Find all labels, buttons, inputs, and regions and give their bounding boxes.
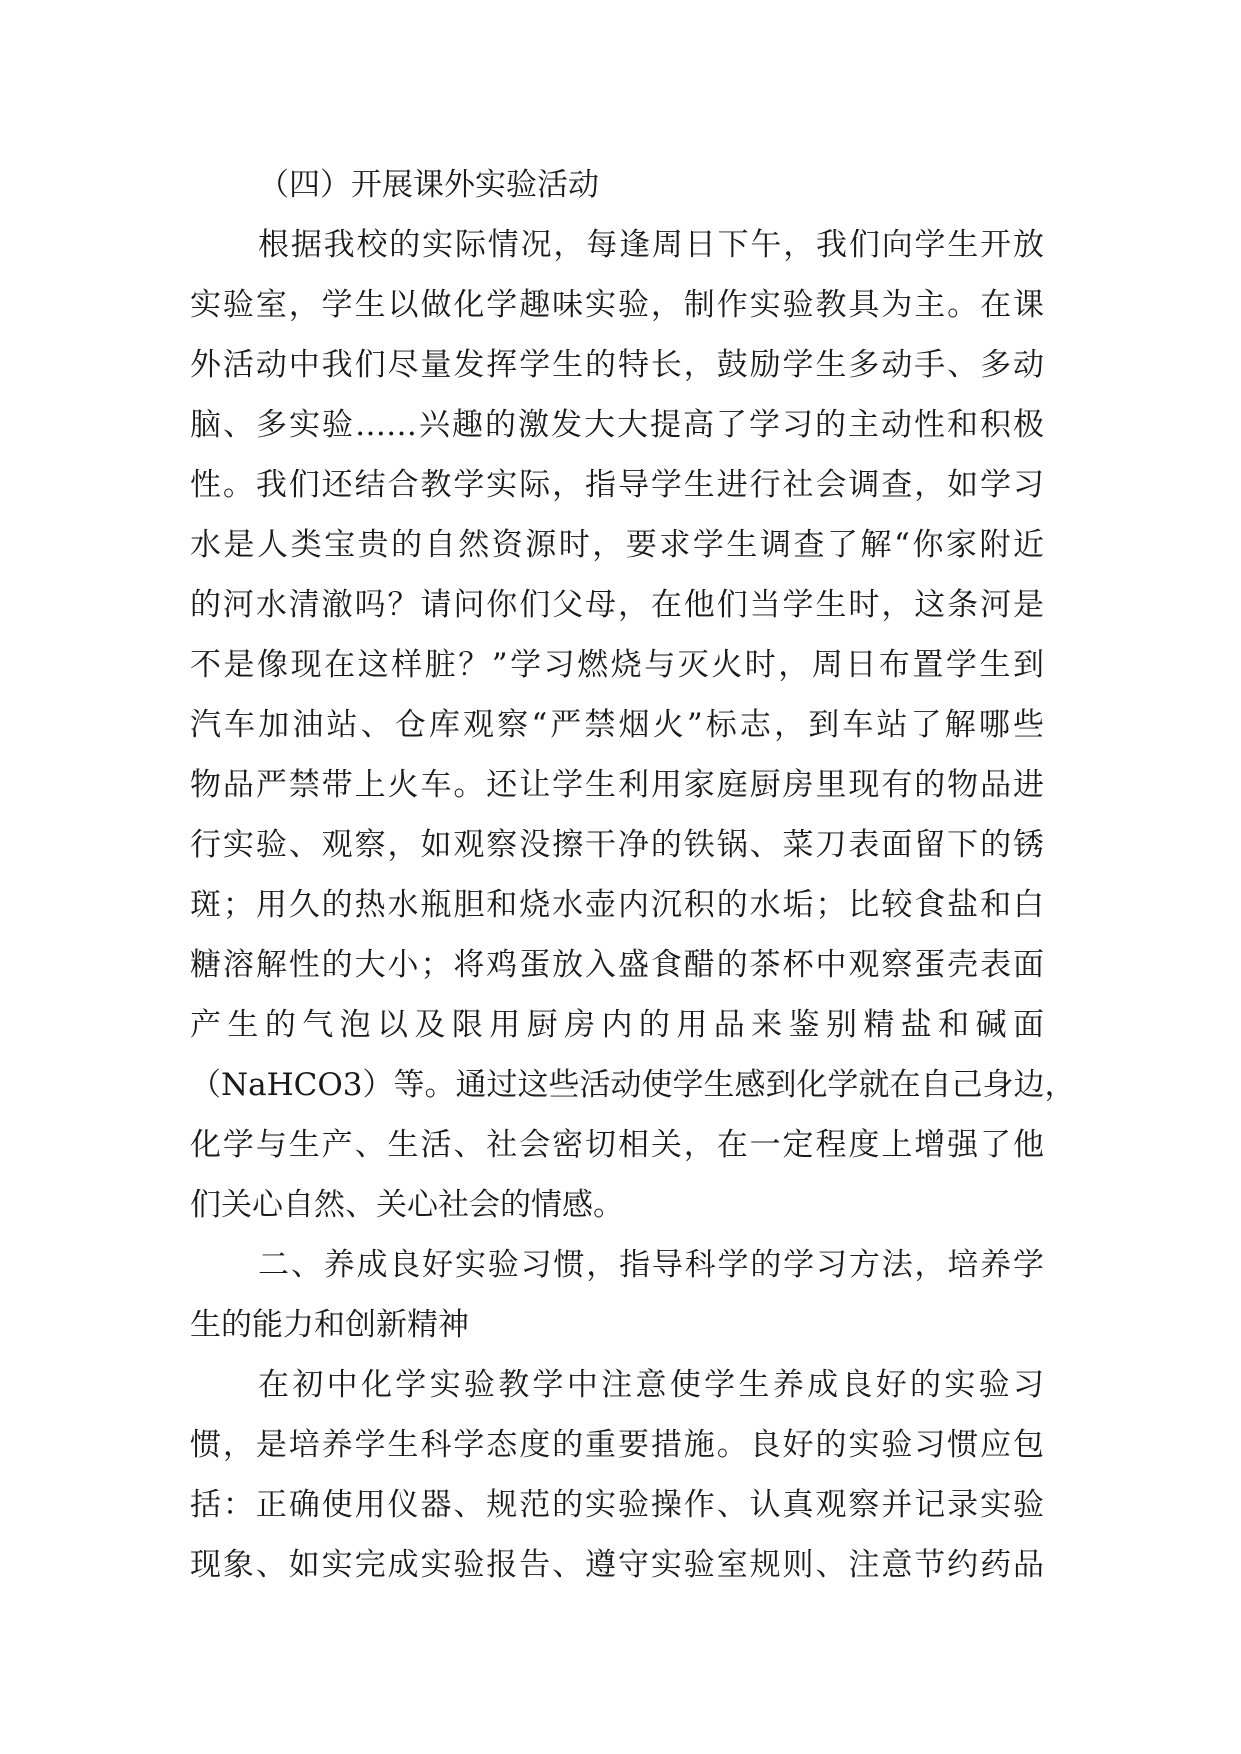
document-page bbox=[190, 155, 1076, 1595]
text-line: 括：正确使用仪器、规范的实验操作、认真观察并记录实验 bbox=[190, 1487, 1044, 1523]
section-title-line: 二、养成良好实验习惯，指导科学的学习方法，培养学 bbox=[258, 1247, 1044, 1283]
text-line: 水是人类宝贵的自然资源时，要求学生调查了解“你家附近 bbox=[190, 527, 1044, 563]
text-line: 现象、如实完成实验报告、遵守实验室规则、注意节约药品 bbox=[190, 1547, 1044, 1583]
text-line: 汽车加油站、仓库观察“严禁烟火”标志，到车站了解哪些 bbox=[190, 707, 1044, 743]
subheading: （四）开展课外实验活动 bbox=[258, 167, 599, 203]
text-line: 的河水清澈吗？请问你们父母，在他们当学生时，这条河是 bbox=[190, 587, 1044, 623]
section-title-line: 生的能力和创新精神 bbox=[190, 1307, 469, 1343]
text-line: 脑、多实验……兴趣的激发大大提高了学习的主动性和积极 bbox=[190, 407, 1044, 443]
text-line: 惯，是培养学生科学态度的重要措施。良好的实验习惯应包 bbox=[190, 1427, 1044, 1463]
text-line: 产生的气泡以及限用厨房内的用品来鉴别精盐和碱面 bbox=[190, 1007, 1044, 1043]
text-line: 斑；用久的热水瓶胆和烧水壶内沉积的水垢；比较食盐和白 bbox=[190, 887, 1044, 923]
text-line: （NaHCO3）等。通过这些活动使学生感到化学就在自己身边， bbox=[190, 1067, 1076, 1103]
text-line: 外活动中我们尽量发挥学生的特长，鼓励学生多动手、多动 bbox=[190, 347, 1044, 383]
text-line: 在初中化学实验教学中注意使学生养成良好的实验习 bbox=[258, 1367, 1044, 1403]
section-title bbox=[190, 1235, 1044, 1355]
text-line: 物品严禁带上火车。还让学生利用家庭厨房里现有的物品进 bbox=[190, 767, 1044, 803]
text-line: 根据我校的实际情况，每逢周日下午，我们向学生开放 bbox=[258, 227, 1044, 263]
text-line: 糖溶解性的大小；将鸡蛋放入盛食醋的茶杯中观察蛋壳表面 bbox=[190, 947, 1044, 983]
paragraph-outdoor-activities bbox=[190, 215, 1076, 1235]
paragraph-experiment-habits bbox=[190, 1355, 1044, 1595]
text-line: 行实验、观察，如观察没擦干净的铁锅、菜刀表面留下的锈 bbox=[190, 827, 1044, 863]
text-line: 化学与生产、生活、社会密切相关，在一定程度上增强了他 bbox=[190, 1127, 1044, 1163]
text-line: 实验室，学生以做化学趣味实验，制作实验教具为主。在课 bbox=[190, 287, 1044, 323]
text-line: 性。我们还结合教学实际，指导学生进行社会调查，如学习 bbox=[190, 467, 1044, 503]
text-line: 们关心自然、关心社会的情感。 bbox=[190, 1187, 624, 1223]
text-line: 不是像现在这样脏？”学习燃烧与灭火时，周日布置学生到 bbox=[190, 647, 1044, 683]
